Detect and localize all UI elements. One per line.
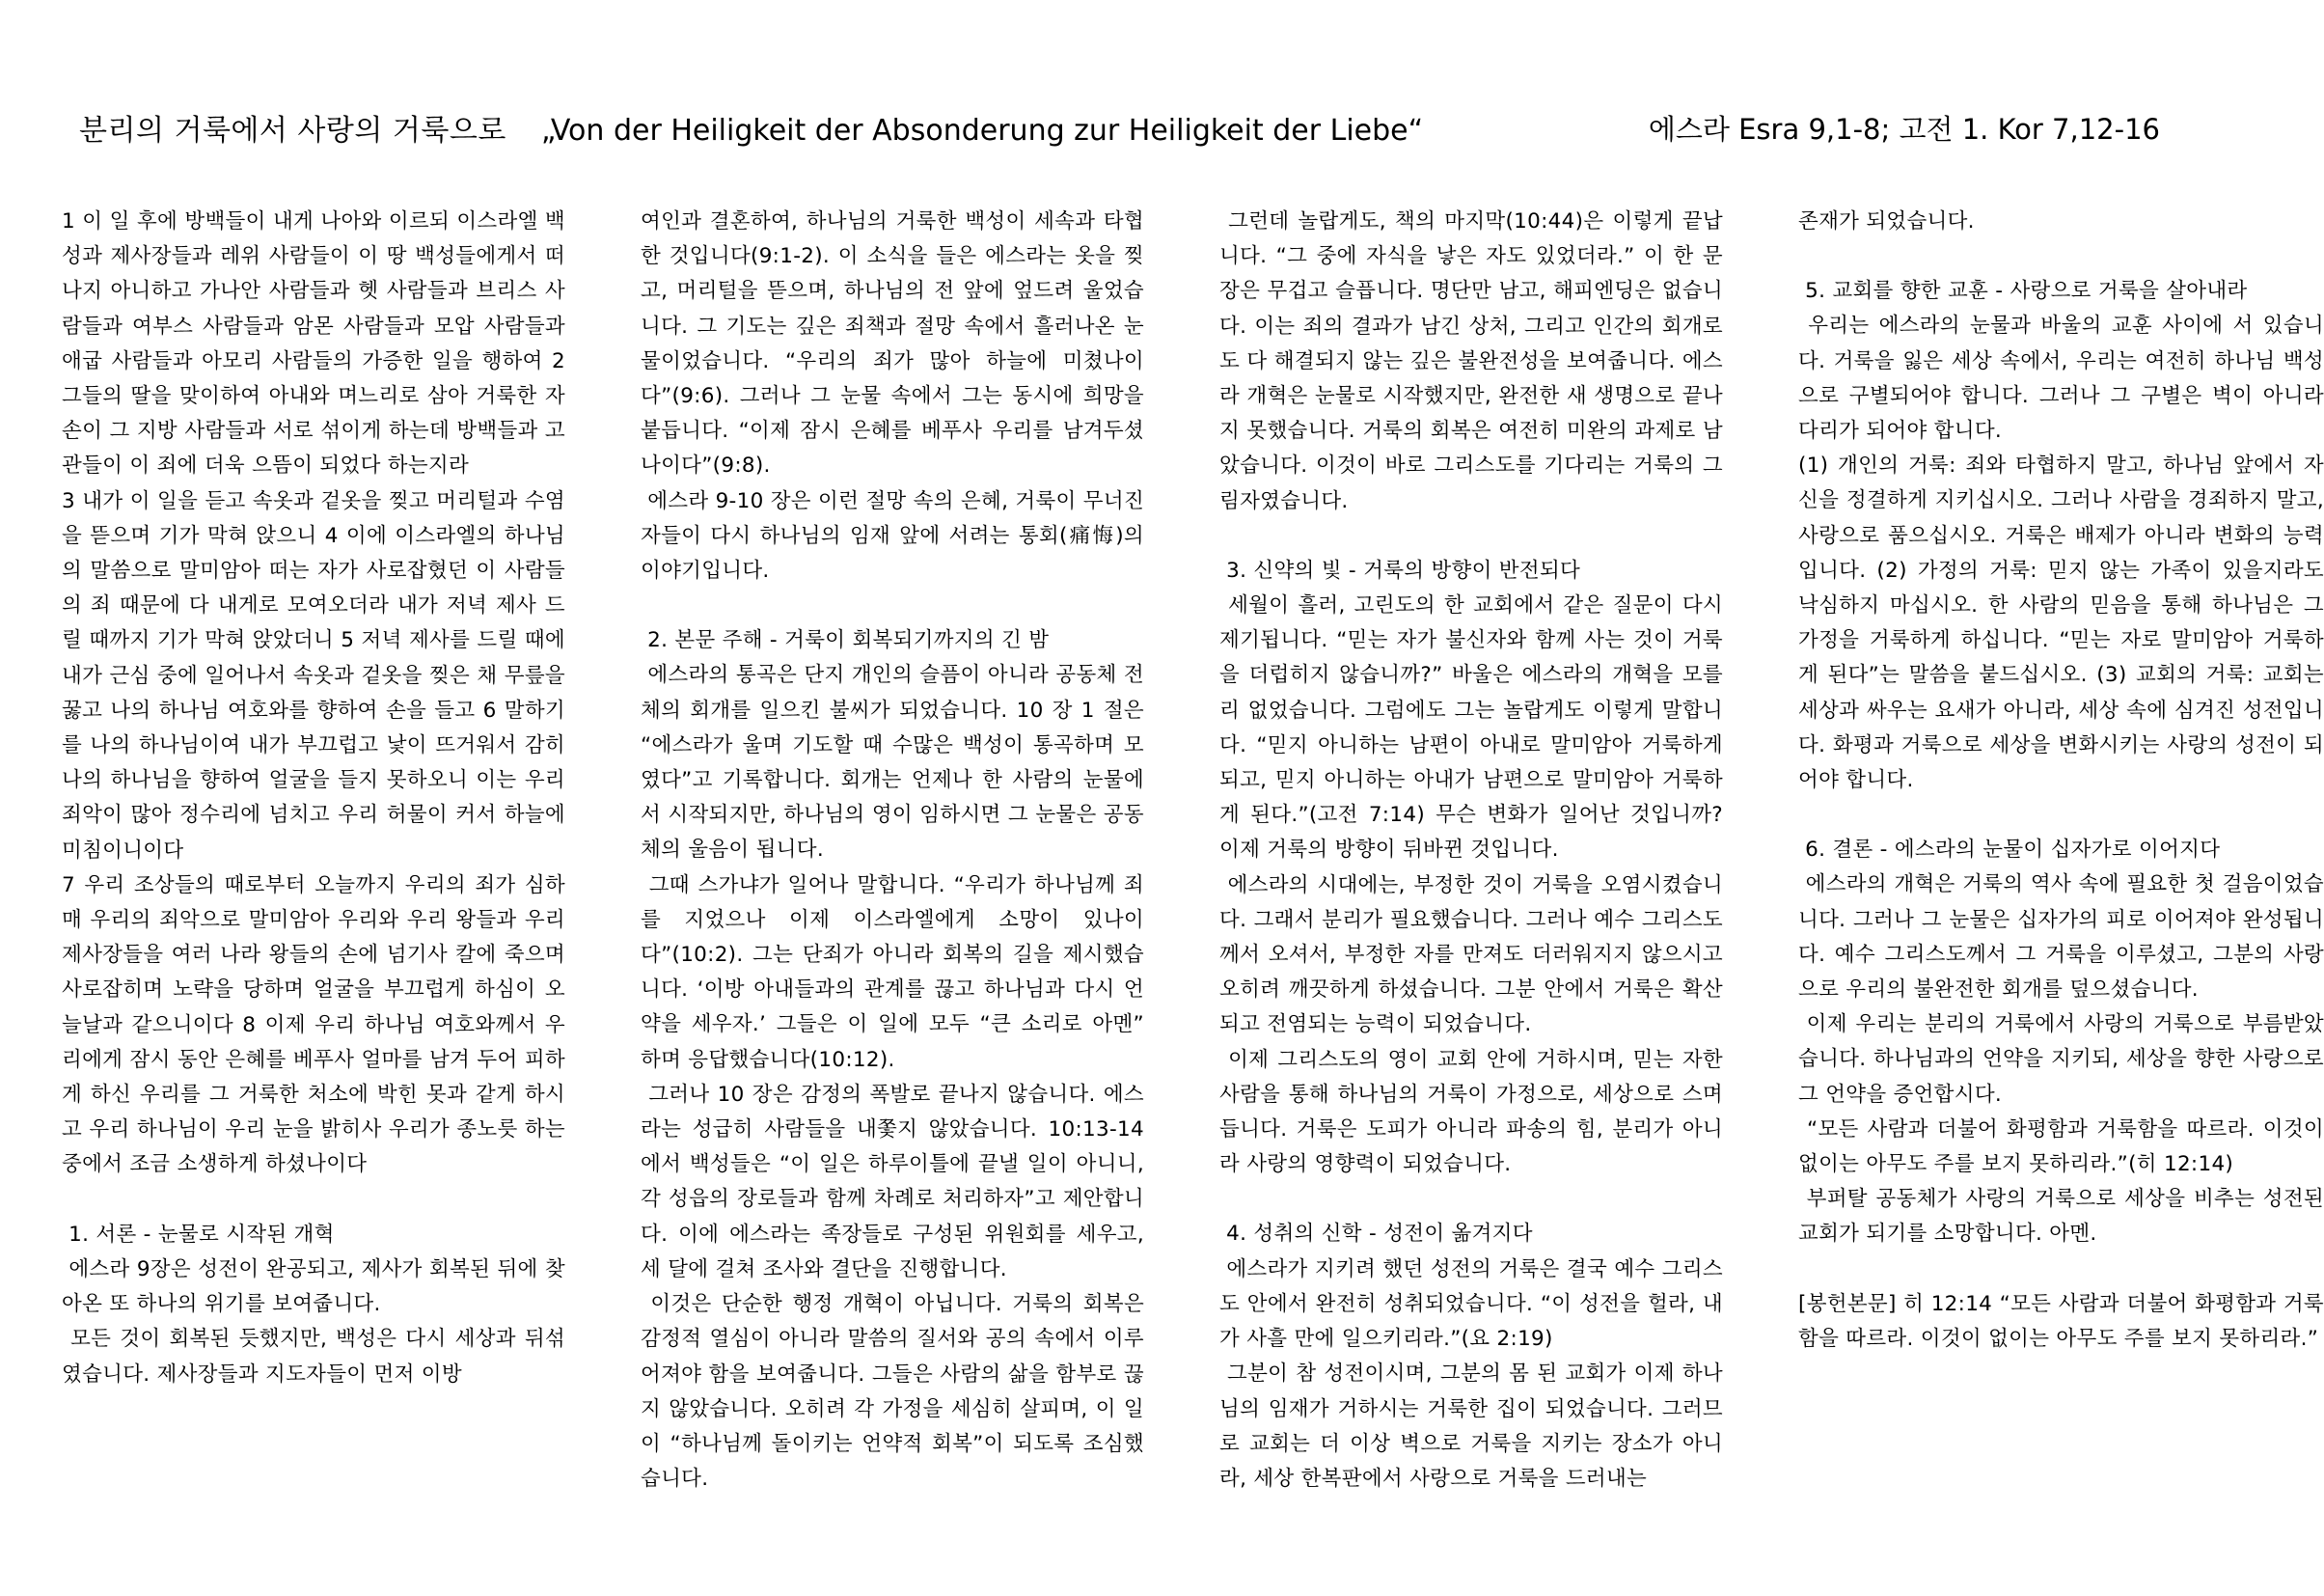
paragraph: “모든 사람과 더불어 화평함과 거룩함을 따르라. 이것이 없이는 아무도 주를 보지 못하리라.”(히 12:14) bbox=[1798, 1116, 2324, 1177]
section-heading: 1. 서론 - 눈물로 시작된 개혁 bbox=[62, 1222, 335, 1247]
paragraph: 이제 그리스도의 영이 교회 안에 거하시며, 믿는 자한 사람을 통해 하나님의 거룩이 가정으로, 세상으로 스며듭니다. 거룩은 도피가 아니라 파송의 힘, 분리가 아니라 사랑의 영향력이 되었습니다. bbox=[1219, 1047, 1731, 1177]
title-german: „Von der Heiligkeit der Absonderung zur Heiligkeit der Liebe“ bbox=[540, 114, 1424, 148]
paragraph-spacer bbox=[641, 589, 1144, 623]
paragraph-spacer bbox=[1798, 1252, 2324, 1287]
section-heading: 4. 성취의 신학 - 성전이 옮겨지다 bbox=[1219, 1222, 1533, 1247]
paragraph-spacer bbox=[1219, 1182, 1723, 1217]
paragraph: 에스라 9-10 장은 이런 절망 속의 은혜, 거룩이 무너진 자들이 다시 하나님의 임재 앞에 서려는 통회(痛悔)의 이야기입니다. bbox=[641, 488, 1152, 584]
paragraph: 에스라의 개혁은 거룩의 역사 속에 필요한 첫 걸음이었습니다. 그러나 그 눈물은 십자가의 피로 이어져야 완성됩니다. 예수 그리스도께서 그 거룩을 이루셨고, 그분의 사랑으로 우리의 불완전한 회개를 덮으셨습니다. bbox=[1798, 872, 2324, 1003]
paragraph: 우리는 에스라의 눈물과 바울의 교훈 사이에 서 있습니다. 거룩을 잃은 세상 속에서, 우리는 여전히 하나님 백성으로 구별되어야 합니다. 그러나 그 구별은 벽이 아니라 다리가 되어야 합니다. bbox=[1798, 314, 2324, 444]
paragraph: [봉헌본문] 히 12:14 “모든 사람과 더불어 화평함과 거룩함을 따르라. 이것이 없이는 아무도 주를 보지 못하리라.” bbox=[1798, 1291, 2324, 1351]
paragraph: 에스라의 통곡은 단지 개인의 슬픔이 아니라 공동체 전체의 회개를 일으킨 불씨가 되었습니다. 10 장 1 절은 “에스라가 울며 기도할 때 수많은 백성이 통곡하며 모였다”고 기록합니다. 회개는 언제나 한 사람의 눈물에서 시작되지만, 하나님의 영이 임하시면 그 눈물은 공동체의 울음이 됩니다. bbox=[641, 663, 1152, 863]
paragraph-spacer bbox=[1798, 798, 2324, 833]
section-heading: 5. 교회를 향한 교훈 - 사랑으로 거룩을 살아내라 bbox=[1798, 279, 2248, 304]
paragraph: 그런데 놀랍게도, 책의 마지막(10:44)은 이렇게 끝납니다. “그 중에 자식을 낳은 자도 있었더라.” 이 한 문장은 무겁고 슬픕니다. 명단만 남고, 해피엔딩은 없습니다. 이는 죄의 결과가 남긴 상처, 그리고 인간의 회개로도 다 해결되지 않는 깊은 불완전성을 보여줍니다. 에스라 개혁은 눈물로 시작했지만, 완전한 새 생명으로 끝나지 못했습니다. 거룩의 회복은 여전히 미완의 과제로 남았습니다. 이것이 바로 그리스도를 기다리는 거룩의 그림자였습니다. bbox=[1219, 209, 1723, 513]
scripture-reference: 에스라 Esra 9,1-8; 고전 1. Kor 7,12-16 bbox=[1648, 112, 2160, 146]
paragraph: 그때 스가냐가 일어나 말합니다. “우리가 하나님께 죄를 지었으나 이제 이스라엘에게 소망이 있나이다”(10:2). 그는 단죄가 아니라 회복의 길을 제시했습니다. ‘이방 아내들과의 관계를 끊고 하나님과 다시 언약을 세우자.’ 그들은 이 일에 모두 “큰 소리로 아멘” 하며 응답했습니다(10:12). bbox=[641, 872, 1152, 1072]
paragraph: 그러나 10 장은 감정의 폭발로 끝나지 않습니다. 에스라는 성급히 사람들을 내쫓지 않았습니다. 10:13-14 에서 백성들은 “이 일은 하루이틀에 끝낼 일이 아니니, 각 성읍의 장로들과 함께 차례로 처리하자”고 제안합니다. 이에 에스라는 족장들로 구성된 위원회를 세우고, 세 달에 걸쳐 조사와 결단을 진행합니다. bbox=[641, 1082, 1152, 1281]
section-heading: 6. 결론 - 에스라의 눈물이 십자가로 이어지다 bbox=[1798, 838, 2221, 863]
paragraph: 세월이 흘러, 고린도의 한 교회에서 같은 질문이 다시 제기됩니다. “믿는 자가 불신자와 함께 사는 것이 거룩을 더럽히지 않습니까?” 바울은 에스라의 개혁을 모를 리 없었습니다. 그럼에도 그는 놀랍게도 이렇게 말합니다. “믿지 아니하는 남편이 아내로 말미암아 거룩하게 되고, 믿지 아니하는 아내가 남편으로 말미암아 거룩하게 된다.”(고전 7:14) 무슨 변화가 일어난 것입니까? 이제 거룩의 방향이 뒤바뀐 것입니다. bbox=[1219, 593, 1731, 863]
paragraph: 부퍼탈 공동체가 사랑의 거룩으로 세상을 비추는 성전된 교회가 되기를 소망합니다. 아멘. bbox=[1798, 1187, 2324, 1247]
column-3 bbox=[1219, 205, 1731, 1528]
title-korean: 분리의 거룩에서 사랑의 거룩으로 bbox=[79, 114, 506, 148]
paragraph: 여인과 결혼하여, 하나님의 거룩한 백성이 세속과 타협한 것입니다(9:1-2). 이 소식을 들은 에스라는 옷을 찢고, 머리털을 뜯으며, 하나님의 전 앞에 엎드려 울었습니다. 그 기도는 깊은 죄책과 절망 속에서 흘러나온 눈물이었습니다. “우리의 죄가 많아 하늘에 미쳤나이다”(9:6). 그러나 그 눈물 속에서 그는 동시에 희망을 붙듭니다. “이제 잠시 은혜를 베푸사 우리를 남겨두셨나이다”(9:8). bbox=[641, 209, 1152, 479]
paragraph: 존재가 되었습니다. bbox=[1798, 209, 1975, 234]
paragraph: 이것은 단순한 행정 개혁이 아닙니다. 거룩의 회복은 감정적 열심이 아니라 말씀의 질서와 공의 속에서 이루어져야 함을 보여줍니다. 그들은 사람의 삶을 함부로 끊지 않았습니다. 오히려 각 가정을 세심히 살피며, 이 일이 “하나님께 돌이키는 언약적 회복”이 되도록 조심했습니다. bbox=[641, 1292, 1152, 1492]
section-heading: 3. 신약의 빛 - 거룩의 방향이 반전되다 bbox=[1219, 558, 1581, 583]
paragraph: 모든 것이 회복된 듯했지만, 백성은 다시 세상과 뒤섞였습니다. 제사장들과 지도자들이 먼저 이방 bbox=[62, 1327, 565, 1387]
paragraph: 7 우리 조상들의 때로부터 오늘까지 우리의 죄가 심하매 우리의 죄악으로 말미암아 우리와 우리 왕들과 우리 제사장들을 여러 나라 왕들의 손에 넘기사 칼에 죽으며 사로잡히며 노략을 당하며 얼굴을 부끄럽게 하심이 오늘날과 같으니이다 8 이제 우리 하나님 여호와께서 우리에게 잠시 동안 은혜를 베푸사 얼마를 남겨 두어 피하게 하신 우리를 그 거룩한 처소에 박힌 못과 같게 하시고 우리 하나님이 우리 눈을 밝히사 우리가 종노릇 하는 중에서 조금 소생하게 하셨나이다 bbox=[62, 872, 573, 1177]
column-4 bbox=[1798, 205, 2324, 1528]
paragraph-spacer bbox=[62, 1183, 565, 1218]
paragraph: 에스라가 지키려 했던 성전의 거룩은 결국 예수 그리스도 안에서 완전히 성취되었습니다. “이 성전을 헐라, 내가 사흘 만에 일으키리라.”(요 2:19) bbox=[1219, 1256, 1723, 1352]
paragraph: 3 내가 이 일을 듣고 속옷과 겉옷을 찢고 머리털과 수염을 뜯으며 기가 막혀 앉으니 4 이에 이스라엘의 하나님의 말씀으로 말미암아 떠는 자가 사로잡혔던 이 사람들의 죄 때문에 다 내게로 모여오더라 내가 저녁 제사 드릴 때까지 기가 막혀 앉았더니 5 저녁 제사를 드릴 때에 내가 근심 중에 일어나서 속옷과 겉옷을 찢은 채 무릎을 꿇고 나의 하나님 여호와를 향하여 손을 들고 6 말하기를 나의 하나님이여 내가 부끄럽고 낯이 뜨거워서 감히 나의 하나님을 향하여 얼굴을 들지 못하오니 이는 우리 죄악이 많아 정수리에 넘치고 우리 허물이 커서 하늘에 미침이니이다 bbox=[62, 488, 573, 863]
text-columns bbox=[62, 205, 2324, 1528]
paragraph-spacer bbox=[1798, 239, 2324, 274]
paragraph: 에스라의 시대에는, 부정한 것이 거룩을 오염시켰습니다. 그래서 분리가 필요했습니다. 그러나 예수 그리스도께서 오셔서, 부정한 자를 만져도 더러워지지 않으시고 오히려 깨끗하게 하셨습니다. 그분 안에서 거룩은 확산되고 전염되는 능력이 되었습니다. bbox=[1219, 872, 1731, 1037]
page-header bbox=[79, 104, 2160, 151]
paragraph: 이제 우리는 분리의 거룩에서 사랑의 거룩으로 부름받았습니다. 하나님과의 언약을 지키되, 세상을 향한 사랑으로 그 언약을 증언합시다. bbox=[1798, 1012, 2324, 1107]
paragraph: (1) 개인의 거룩: 죄와 타협하지 말고, 하나님 앞에서 자신을 정결하게 지키십시오. 그러나 사람을 경죄하지 말고, 사랑으로 품으십시오. 거룩은 배제가 아니라 변화의 능력입니다. (2) 가정의 거룩: 믿지 않는 가족이 있을지라도 낙심하지 마십시오. 한 사람의 믿음을 통해 하나님은 그 가정을 거룩하게 하십니다. “믿는 자로 말미암아 거룩하게 된다”는 말씀을 붙드십시오. (3) 교회의 거룩: 교회는 세상과 싸우는 요새가 아니라, 세상 속에 심겨진 성전입니다. 화평과 거룩으로 세상을 변화시키는 사랑의 성전이 되어야 합니다. bbox=[1798, 454, 2324, 793]
column-2 bbox=[641, 205, 1152, 1528]
paragraph: 1 이 일 후에 방백들이 내게 나아와 이르되 이스라엘 백성과 제사장들과 레위 사람들이 이 땅 백성들에게서 떠나지 아니하고 가나안 사람들과 헷 사람들과 브리스 사람들과 여부스 사람들과 암몬 사람들과 모압 사람들과 애굽 사람들과 아모리 사람들의 가증한 일을 행하여 2 그들의 딸을 맞이하여 아내와 며느리로 삼아 거룩한 자손이 그 지방 사람들과 서로 섞이게 하는데 방백들과 고관들이 이 죄에 더욱 으뜸이 되었다 하는지라 bbox=[62, 209, 573, 479]
paragraph: 에스라 9장은 성전이 완공되고, 제사가 회복된 뒤에 찾아온 또 하나의 위기를 보여줍니다. bbox=[62, 1256, 565, 1317]
paragraph: 그분이 참 성전이시며, 그분의 몸 된 교회가 이제 하나님의 임재가 거하시는 거룩한 집이 되었습니다. 그러므로 교회는 더 이상 벽으로 거룩을 지키는 장소가 아니라, 세상 한복판에서 사랑으로 거룩을 드러내는 bbox=[1219, 1362, 1723, 1491]
paragraph-spacer bbox=[1219, 519, 1723, 554]
column-1 bbox=[62, 205, 573, 1528]
section-heading: 2. 본문 주해 - 거룩이 회복되기까지의 긴 밤 bbox=[641, 628, 1050, 653]
title-group bbox=[79, 106, 1423, 149]
